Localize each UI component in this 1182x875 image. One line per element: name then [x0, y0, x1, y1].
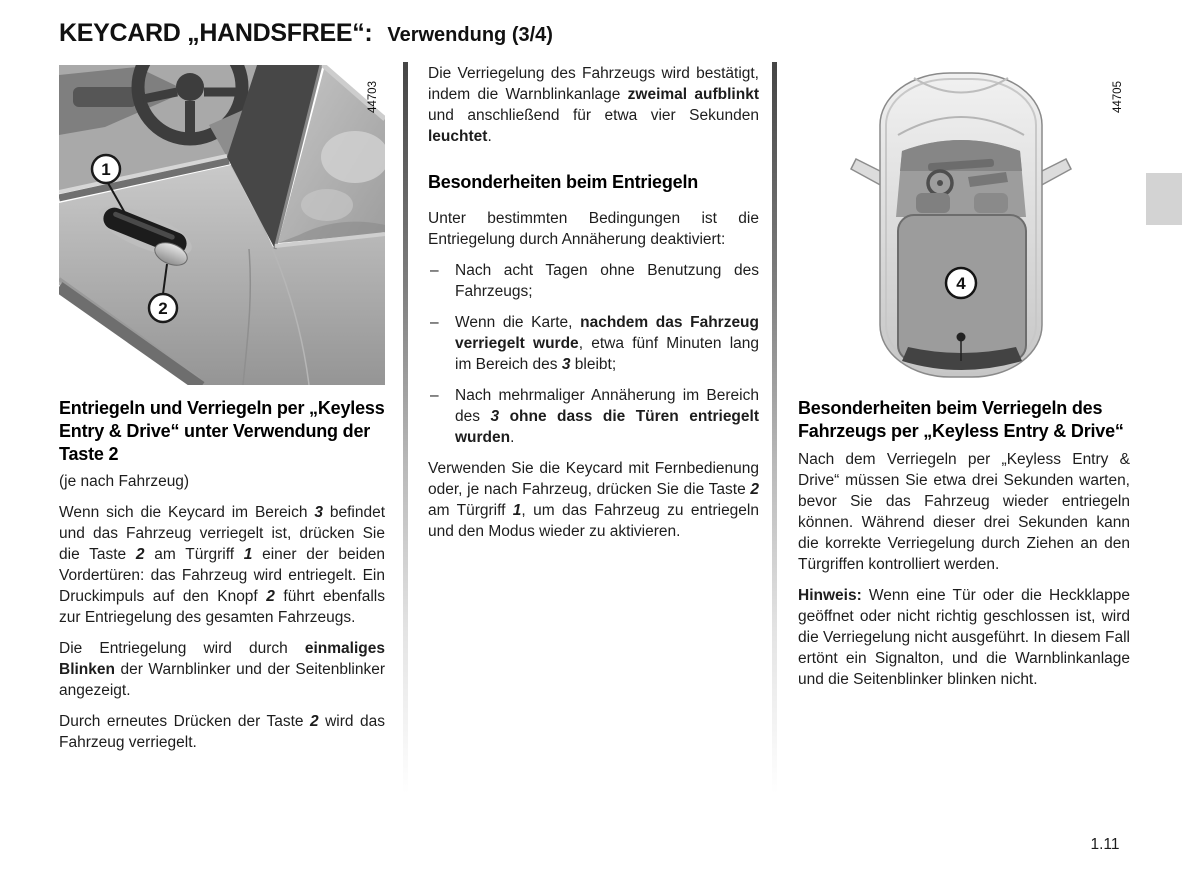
dash-bullet: – — [430, 262, 439, 279]
column-divider — [772, 62, 777, 794]
page-number: 1.11 — [1090, 836, 1120, 853]
figure-id-label: 44703 — [367, 81, 379, 113]
paragraph: Durch erneutes Drücken der Taste 2 wird das Fahrzeug verriegelt. — [59, 713, 385, 751]
section-subheading: (je nach Fahrzeug) — [59, 473, 190, 490]
page-title — [59, 12, 553, 49]
section-heading-keyless-lock: Besonderheiten beim Verriegeln des Fahrzeugs per „Keyless Entry & Drive“ — [798, 398, 1124, 441]
bullet-list — [428, 260, 759, 448]
paragraph: Die Verriegelung des Fahrzeugs wird bestätigt, indem die Warnblinkanlage zweimal aufblinkt und anschließend für etwa vier Sekunden leuchtet. — [428, 65, 759, 145]
paragraph: Verwenden Sie die Keycard mit Fernbedienung oder, je nach Fahrzeug, drücken Sie die Taste 2 am Türgriff 1, um das Fahrzeug zu entriegeln und den Modus wieder zu aktivieren. — [428, 460, 759, 540]
left-mirror — [851, 159, 884, 187]
column-left — [59, 63, 385, 763]
page-title-sub: Verwendung (3/4) — [387, 24, 553, 46]
column-right — [798, 63, 1130, 700]
paragraph: Nach dem Verriegeln per „Keyless Entry & Drive“ müssen Sie etwa drei Sekunden warten, bevor Sie das Fahrzeug wieder entriegeln können. Während dieser drei Sekunden kann die korrekte Verriegelung durch Ziehen an den Türgriffen kontrolliert werden. — [798, 451, 1130, 573]
column-middle — [428, 63, 759, 552]
figure-door-handle — [59, 65, 385, 385]
right-mirror — [1038, 159, 1071, 187]
svg-text:4: 4 — [956, 274, 966, 293]
air-vent — [73, 87, 137, 107]
column-divider — [403, 62, 408, 794]
paragraph: Wenn sich die Keycard im Bereich 3 befindet und das Fahrzeug verriegelt ist, drücken Sie die Taste 2 am Türgriff 1 einer der beiden Vordertüren: das Fahrzeug wird entriegelt. Ein Druckimpuls auf den Knopf 2 führt ebenfalls zur Entriegelung des gesamten Fahrzeugs. — [59, 504, 385, 626]
figure-car-top-view — [798, 65, 1130, 385]
cabin-interior — [896, 140, 1026, 217]
paragraph: Hinweis: Wenn eine Tür oder die Heckklappe geöffnet oder nicht richtig geschlossen ist, wird die Verriegelung nicht ausgeführt. In diesem Fall ertönt ein Signalton, und die Warnblinkanlage und die Seitenblinker blinken nicht. — [798, 587, 1130, 688]
figure-id-label: 44705 — [1112, 81, 1124, 113]
door-illustration — [59, 65, 385, 385]
list-item: – Wenn die Karte, nachdem das Fahrzeug verriegelt wurde, etwa fünf Minuten lang im Bereich des 3 bleibt; — [430, 314, 759, 373]
dash-bullet: – — [430, 314, 439, 331]
paragraph: Unter bestimmten Bedingungen ist die Entriegelung durch Annäherung deaktiviert: — [428, 210, 759, 248]
callout-4 — [946, 268, 976, 298]
paragraph: Die Entriegelung wird durch einmaliges Blinken der Warnblinker und der Seitenblinker angezeigt. — [59, 640, 385, 699]
section-heading-unlock-special: Besonderheiten beim Entriegeln — [428, 172, 699, 192]
dash-bullet: – — [430, 387, 439, 404]
section-heading-keyless-unlock-lock: Entriegeln und Verriegeln per „Keyless Entry & Drive“ unter Verwendung der Taste 2 — [59, 398, 385, 464]
car-top-illustration — [798, 65, 1130, 385]
chapter-tab-marker — [1146, 173, 1182, 225]
list-item: – Nach mehrmaliger Annäherung im Bereich des 3 ohne dass die Türen entriegelt wurden. — [430, 387, 759, 446]
list-item: – Nach acht Tagen ohne Benutzung des Fahrzeugs; — [430, 262, 759, 300]
svg-text:1: 1 — [101, 160, 111, 179]
page-title-main: KEYCARD „HANDSFREE“: — [59, 19, 373, 47]
svg-text:2: 2 — [158, 299, 168, 318]
